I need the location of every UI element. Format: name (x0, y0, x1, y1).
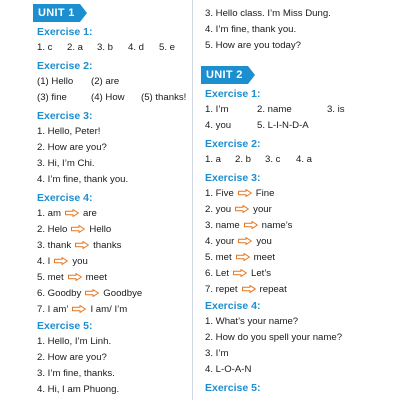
answer: (1) Hello (37, 76, 74, 87)
answer: 3. b (97, 42, 114, 53)
corrected-word: meet (253, 252, 276, 263)
wrong-word: 2. Helo (37, 224, 68, 235)
right-arrow-icon (75, 241, 89, 249)
answer-line: 4. I’m fine, thank you. (205, 24, 297, 35)
answer-line: 2. How are you? (37, 352, 107, 363)
right-arrow-icon (233, 269, 247, 277)
wrong-word: 3. name (205, 220, 240, 231)
answer: (3) fine (37, 92, 67, 103)
corrected-word: your (253, 204, 272, 215)
correction-row (37, 304, 127, 315)
answer: 4. a (296, 154, 313, 165)
answer-line: 3. I’m (205, 348, 229, 359)
corrected-word: meet (85, 272, 108, 283)
wrong-word: 1. am (37, 208, 61, 219)
corrected-word: are (83, 208, 97, 219)
right-arrow-icon (236, 253, 250, 261)
answer-line: 4. I’m fine, thank you. (37, 174, 129, 185)
answer-line: 1. What’s your name? (205, 316, 299, 327)
unit2-exercise-2-title: Exercise 2: (205, 138, 261, 150)
answer: 5. e (159, 42, 176, 53)
answer: 1. I’m (205, 104, 229, 115)
corrected-word: thanks (93, 240, 122, 251)
right-arrow-icon (238, 189, 252, 197)
unit1-exercise-1-title: Exercise 1: (37, 26, 93, 38)
wrong-word: 6. Goodby (37, 288, 82, 299)
correction-row (205, 220, 292, 231)
correction-row (205, 252, 275, 263)
answer: 1. a (205, 154, 222, 165)
right-arrow-icon (235, 205, 249, 213)
answer-line: 1. Hello, I’m Linh. (37, 336, 112, 347)
wrong-word: 6. Let (205, 268, 230, 279)
corrected-word: name’s (261, 220, 293, 231)
unit2-exercise-5-title: Exercise 5: (205, 382, 261, 394)
wrong-word: 3. thank (37, 240, 72, 251)
answer: 5. L-I-N-D-A (257, 120, 309, 131)
column-divider (192, 0, 193, 400)
answer-line: 3. I’m fine, thanks. (37, 368, 115, 379)
wrong-word: 4. your (205, 236, 235, 247)
answer-line: 2. How are you? (37, 142, 107, 153)
correction-row (205, 284, 287, 295)
answer: 3. c (265, 154, 281, 165)
wrong-word: 5. met (37, 272, 64, 283)
right-arrow-icon (65, 209, 79, 217)
right-arrow-icon (68, 273, 82, 281)
answer: 2. name (257, 104, 292, 115)
right-arrow-icon (244, 221, 258, 229)
correction-row (205, 268, 271, 279)
correction-row (205, 204, 272, 215)
unit-1-badge: UNIT 1 (33, 4, 80, 22)
right-arrow-icon (71, 225, 85, 233)
answer: (4) How (91, 92, 125, 103)
wrong-word: 7. repet (205, 284, 238, 295)
answer-line: 4. Hi, I am Phuong. (37, 384, 120, 395)
answer: 2. b (235, 154, 252, 165)
correction-row (37, 272, 107, 283)
answer: (2) are (91, 76, 120, 87)
wrong-word: 2. you (205, 204, 232, 215)
correction-row (205, 188, 274, 199)
wrong-word: 7. I am’ (37, 304, 69, 315)
unit1-exercise-3-title: Exercise 3: (37, 110, 93, 122)
unit2-exercise-4-title: Exercise 4: (205, 300, 261, 312)
right-arrow-icon (54, 257, 68, 265)
answer: 2. a (67, 42, 84, 53)
correction-row (37, 208, 97, 219)
answer: 1. c (37, 42, 53, 53)
wrong-word: 1. Five (205, 188, 234, 199)
unit2-exercise-1-title: Exercise 1: (205, 88, 261, 100)
corrected-word: you (72, 256, 88, 267)
right-arrow-icon (242, 285, 256, 293)
corrected-word: repeat (259, 284, 287, 295)
correction-row (37, 240, 121, 251)
right-arrow-icon (72, 305, 86, 313)
wrong-word: 5. met (205, 252, 232, 263)
answer: (5) thanks! (141, 92, 187, 103)
right-arrow-icon (85, 289, 99, 297)
answer-line: 4. L-O-A-N (205, 364, 252, 375)
corrected-word: Goodbye (103, 288, 143, 299)
answer-line: 3. Hello class. I’m Miss Dung. (205, 8, 331, 19)
answer: 4. you (205, 120, 232, 131)
answer-line: 2. How do you spell your name? (205, 332, 343, 343)
corrected-word: you (256, 236, 272, 247)
answer-line: 5. How are you today? (205, 40, 301, 51)
answer-line: 1. Hello, Peter! (37, 126, 101, 137)
correction-row (205, 236, 272, 247)
unit2-exercise-3-title: Exercise 3: (205, 172, 261, 184)
unit1-exercise-2-title: Exercise 2: (37, 60, 93, 72)
answer: 3. is (327, 104, 345, 115)
corrected-word: Hello (89, 224, 112, 235)
correction-row (37, 256, 88, 267)
correction-row (37, 224, 111, 235)
answer: 4. d (128, 42, 145, 53)
right-arrow-icon (238, 237, 252, 245)
unit1-exercise-5-title: Exercise 5: (37, 320, 93, 332)
unit-2-badge: UNIT 2 (201, 66, 248, 84)
unit1-exercise-4-title: Exercise 4: (37, 192, 93, 204)
corrected-word: I am/ I’m (90, 304, 128, 315)
wrong-word: 4. I (37, 256, 51, 267)
answer-line: 3. Hi, I’m Chi. (37, 158, 95, 169)
corrected-word: Let’s (251, 268, 272, 279)
corrected-word: Fine (255, 188, 275, 199)
correction-row (37, 288, 142, 299)
